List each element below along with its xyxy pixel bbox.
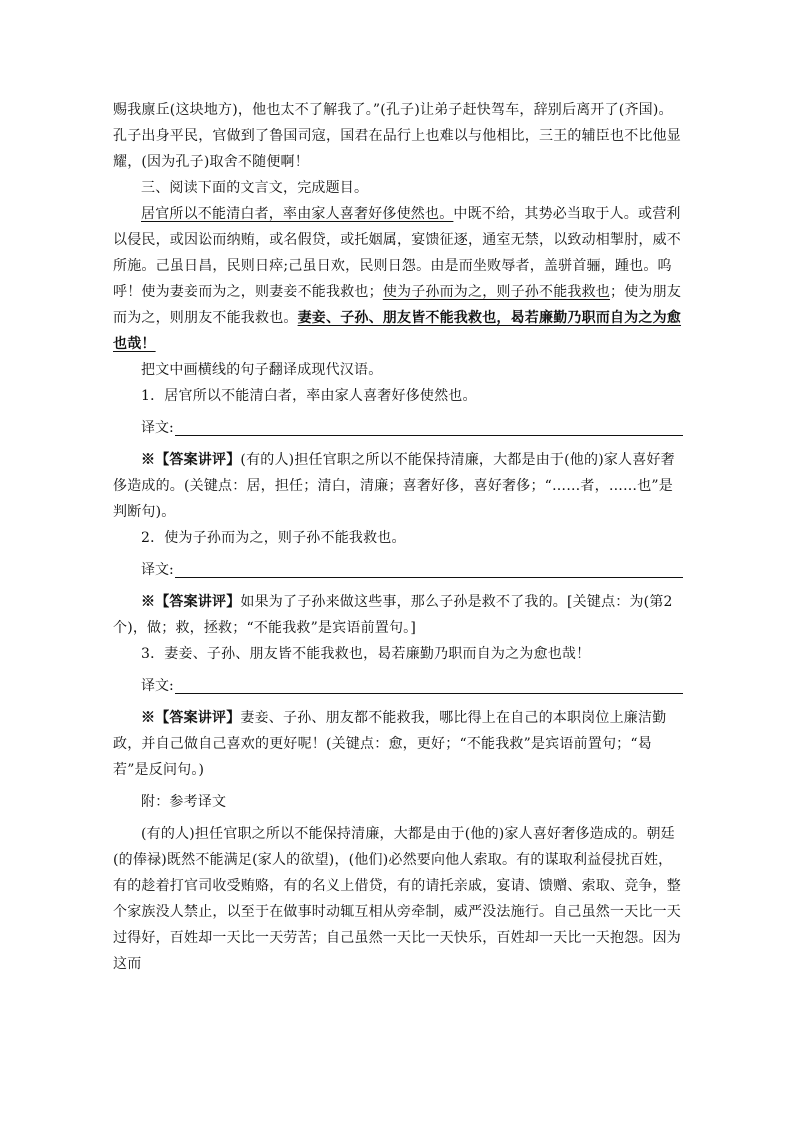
underlined-sentence-2: 使为子孙而为之，则子孙不能我救也 <box>382 284 611 300</box>
question-2-answer <box>113 589 683 641</box>
question-3-answer-field[interactable] <box>141 673 683 699</box>
question-3-prompt: 3．妻妾、子孙、朋友皆不能我救也，曷若廉勤乃职而自为之为愈也哉！ <box>141 646 591 662</box>
question-2-prompt: 2．使为子孙而为之，则子孙不能我救也。 <box>141 530 406 546</box>
appendix-title: 附：参考译文 <box>141 794 227 810</box>
translate-label: 译文: <box>141 420 174 436</box>
answer-text: 如果为了子孙来做这些事，那么子孙是救不了我的。[关键点：为(第2个)，做；救，拯救；“不能我救”是宾语前置句。] <box>113 594 673 636</box>
answer-tag: ※【答案讲评】 <box>141 594 241 610</box>
document-body <box>113 97 683 977</box>
passage-text-2: ；使为朋友而为之，则朋友不能我救也。 <box>113 284 682 326</box>
underlined-sentence-3: 妻妾、子孙、朋友皆不能我救也，曷若廉勤乃职而自为之为愈也哉！ <box>113 310 682 352</box>
answer-tag: ※【答案讲评】 <box>141 710 241 726</box>
question-1-answer <box>113 447 683 525</box>
answer-text: 妻妾、子孙、朋友都不能救我，哪比得上在自己的本职岗位上廉洁勤政，并自己做自己喜欢的更好呢！(关键点：愈，更好；“不能我救”是宾语前置句；“曷若”是反问句。) <box>113 710 667 778</box>
classical-passage <box>113 201 683 357</box>
question-1-answer-field[interactable] <box>141 415 683 441</box>
question-3-answer <box>113 705 683 783</box>
intro-paragraph: 赐我廪丘(这块地方)，他也太不了解我了。”(孔子)让弟子赶快驾车，辞别后离开了(齐国)。孔子出身平民，官做到了鲁国司寇，国君在品行上也难以与他相比，三王的辅臣也不比他显耀，(因为孔子)取舍不随便啊！ <box>113 102 681 170</box>
passage-text-1: 中既不给，其势必当取于人。或营利以侵民，或因讼而纳贿，或名假贷，或托姻属，宴馈征逐，通室无禁，以致动相掣肘，威不所施。己虽日昌，民则日瘁;己虽日欢，民则日怨。由是而坐败辱者，盖骈首骊，踵也。呜呼！使为妻妾而为之，则妻妾不能我救也； <box>113 206 681 300</box>
instruction: 把文中画横线的句子翻译成现代汉语。 <box>141 362 383 378</box>
answer-text: (有的人)担任官职之所以不能保持清廉，大都是由于(他的)家人喜好奢侈造成的。(关键点：居，担任；清白，清廉；喜奢好侈，喜好奢侈；“……者，……也”是判断句)。 <box>113 452 675 520</box>
appendix-translation: (有的人)担任官职之所以不能保持清廉，大都是由于(他的)家人喜好奢侈造成的。朝廷(的俸禄)既然不能满足(家人的欲望)，(他们)必然要向他人索取。有的谋取利益侵扰百姓，有的趁着打官司收受贿赂，有的名义上借贷，有的请托亲戚，宴请、馈赠、索取、竞争，整个家族没人禁止，以至于在做事时动辄互相从旁牵制，威严没法施行。自己虽然一天比一天过得好，百姓却一天比一天劳苦；自己虽然一天比一天快乐，百姓却一天比一天抱怨。因为这而 <box>113 826 681 972</box>
underlined-sentence-1: 居官所以不能清白者，率由家人喜奢好侈使然也。 <box>141 206 454 222</box>
answer-tag: ※【答案讲评】 <box>141 452 241 468</box>
translate-label: 译文: <box>141 678 174 694</box>
answer-underline <box>175 693 683 694</box>
answer-underline <box>175 435 683 436</box>
question-2-answer-field[interactable] <box>141 557 683 583</box>
translate-label: 译文: <box>141 562 174 578</box>
question-1-prompt: 1．居官所以不能清白者，率由家人喜奢好侈使然也。 <box>141 388 477 404</box>
section-title: 三、阅读下面的文言文，完成题目。 <box>141 180 369 196</box>
answer-underline <box>175 577 683 578</box>
